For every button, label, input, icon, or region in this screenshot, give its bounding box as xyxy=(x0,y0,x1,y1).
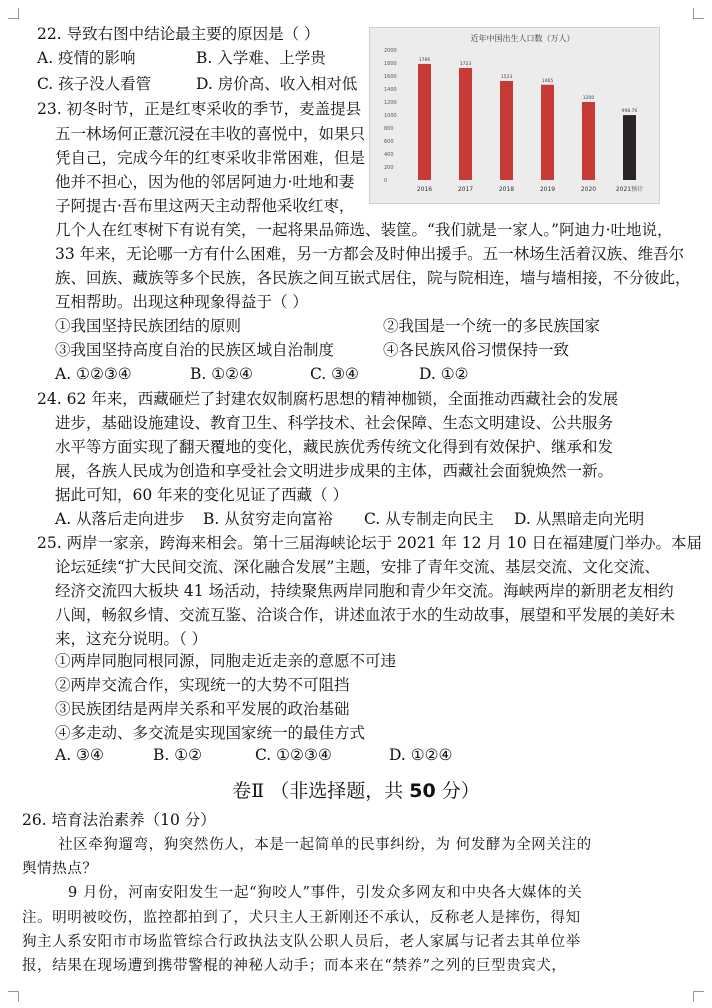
q24-option-d: D. 从黑暗走向光明 xyxy=(514,510,645,528)
q25-item-3: ③民族团结是两岸关系和平发展的政治基础 xyxy=(55,700,350,718)
bar-2018 xyxy=(500,81,513,180)
q25-item-4: ④多走动、多交流是实现国家统一的最佳方式 xyxy=(55,724,366,742)
q26-para1-line1: 社区牵狗遛弯，狗突然伤人，本是一起简单的民事纠纷，为 何发酵为全网关注的 xyxy=(58,837,592,853)
y-tick-label: 1000 xyxy=(384,113,397,119)
bar-value-label: 1723 xyxy=(459,62,472,68)
section-heading-right: 分） xyxy=(435,780,480,802)
bar-value-label: 1465 xyxy=(541,78,554,84)
crop-mark-top-left xyxy=(8,8,19,19)
q24-line-5: 据此可知，60 年来的变化见证了西藏（ ） xyxy=(55,486,349,504)
x-tick-label: 2018 xyxy=(498,186,515,193)
y-tick-label: 1400 xyxy=(384,87,397,93)
q25-line-3: 经济交流四大板块 41 场活动，持续聚焦两岸同胞和青少年交流。海峡两岸的新朋老友相约 xyxy=(55,582,674,600)
bar-value-label: 1200 xyxy=(582,96,595,101)
y-tick-label: 1200 xyxy=(384,100,397,106)
section-heading-left: 卷Ⅱ （非选择题，共 xyxy=(232,780,410,802)
q25-line-5: 来，这充分说明。（ ） xyxy=(55,630,208,648)
chart-title: 近年中国出生人口数（万人） xyxy=(470,34,575,43)
crop-mark-bottom-left xyxy=(8,991,19,1002)
x-tick-label: 2019 xyxy=(539,186,556,193)
q23-option-a: A. ①②③④ xyxy=(55,365,132,383)
q25-option-a: A. ③④ xyxy=(55,746,104,764)
q24-option-c: C. 从专制走向民主 xyxy=(364,510,494,528)
bar-value-label: 1523 xyxy=(500,75,513,81)
q25-option-b: B. ①② xyxy=(153,746,203,764)
q23-line-9: 互相帮助。出现这种现象得益于（ ） xyxy=(55,293,308,311)
q24-option-a: A. 从落后走向进步 xyxy=(55,510,185,528)
q23-option-b: B. ①②④ xyxy=(190,365,253,383)
q25-line-4: 八闽，畅叙乡情、交流互鉴、洽谈合作，讲述血浓于水的生动故事，展望和平发展的美好未 xyxy=(55,606,676,624)
q24-line-4: 展，各族人民成为创造和享受社会文明进步成果的主体，西藏社会面貌焕然一新。 xyxy=(55,462,614,480)
q23-line-1: 23. 初冬时节，正是红枣采收的季节，麦盖提县 xyxy=(37,100,362,118)
q24-line-3: 水平等方面实现了翻天覆地的变化，藏民族优秀传统文化得到有效保护、继承和发 xyxy=(55,438,614,456)
q26-para2-line1: 9 月份，河南安阳发生一起“狗咬人”事件，引发众多网友和中央各大媒体的关 xyxy=(68,885,583,901)
q26-para2-line2: 注。明明被咬伤，监控都拍到了，犬只主人王新刚还不承认，反称老人是摔伤，得知 xyxy=(22,910,581,926)
x-tick-label: 2017 xyxy=(457,186,474,193)
q23-line-5: 子阿提古·吾布里这两天主动帮他采收红枣， xyxy=(55,197,355,215)
q23-line-4: 他并不担心，因为他的邻居阿迪力·吐地和妻 xyxy=(55,173,355,191)
q25-item-1: ①两岸同胞同根同源，同胞走近走亲的意愿不可违 xyxy=(55,652,397,670)
q23-line-7: 33 年来，无论哪一方有什么困难，另一方都会及时伸出援手。五一林场生活着汉族、维吾尔 xyxy=(55,245,685,263)
q23-line-2: 五一林场何正薏沉浸在丰收的喜悦中，如果只 xyxy=(55,125,366,143)
q25-line-1: 25. 两岸一家亲，跨海来相会。第十三届海峡论坛于 2021 年 12 月 10 日在福建厦门举办。本届 xyxy=(37,534,703,552)
q22-option-b: B. 入学难、上学贵 xyxy=(196,49,326,67)
y-tick-label: 800 xyxy=(384,126,394,132)
y-tick-label: 400 xyxy=(384,152,394,158)
q25-line-2: 论坛延续“扩大民间交流、深化融合发展”主题，安排了青年交流、基层交流、文化交流、 xyxy=(55,558,660,576)
q23-item-4: ④各民族风俗习惯保持一致 xyxy=(383,341,570,359)
q23-line-3: 凭自己，完成今年的红枣采收非常困难，但是 xyxy=(55,149,366,167)
crop-mark-top-right xyxy=(693,8,704,19)
q24-option-b: B. 从贫穷走向富裕 xyxy=(203,510,333,528)
bar-2019 xyxy=(541,85,554,180)
q26-title: 26. 培育法治素养（10 分） xyxy=(22,811,216,829)
y-tick-label: 1600 xyxy=(384,74,397,80)
bar-2020 xyxy=(582,102,595,180)
q26-para2-line3: 狗主人系安阳市市场监管综合行政执法支队公职人员后，老人家属与记者去其单位举 xyxy=(22,934,581,950)
bar-2021预计 xyxy=(623,115,636,180)
bar-value-label: 1786 xyxy=(418,57,431,63)
q25-option-d: D. ①②④ xyxy=(389,746,453,764)
bar-value-label: 998.76 xyxy=(621,109,638,115)
q23-item-2: ②我国是一个统一的多民族国家 xyxy=(383,317,601,335)
x-tick-label: 2021预计 xyxy=(615,186,644,193)
y-tick-label: 1800 xyxy=(384,61,397,67)
q22-option-c: C. 孩子没人看管 xyxy=(37,75,152,93)
y-tick-label: 0 xyxy=(384,178,388,184)
birth-population-chart xyxy=(369,27,660,204)
bar-chart-svg xyxy=(370,28,659,203)
q25-option-c: C. ①②③④ xyxy=(255,746,332,764)
q23-item-3: ③我国坚持高度自治的民族区域自治制度 xyxy=(55,341,335,359)
y-tick-label: 600 xyxy=(384,139,394,145)
q23-line-8: 族、回族、藏族等多个民族，各民族之间互嵌式居住，院与院相连，墙与墙相接，不分彼此， xyxy=(55,269,691,287)
x-tick-label: 2020 xyxy=(580,186,597,193)
section-heading xyxy=(0,778,712,804)
q22-stem: 22. 导致右图中结论最主要的原因是（ ） xyxy=(37,25,320,43)
q23-option-d: D. ①② xyxy=(419,365,469,383)
section-heading-score: 50 xyxy=(409,780,436,802)
q26-para2-line4: 报，结果在现场遭到携带警棍的神秘人动手；而本来在“禁养”之列的巨型贵宾犬， xyxy=(22,958,567,974)
crop-mark-bottom-right xyxy=(693,991,704,1002)
bar-2017 xyxy=(459,68,472,180)
q23-line-6: 几个人在红枣树下有说有笑，一起将果品筛选、装筐。“我们就是一家人。”阿迪力·吐地说， xyxy=(55,221,673,239)
q23-option-c: C. ③④ xyxy=(310,365,359,383)
bar-2016 xyxy=(418,64,431,180)
q26-para1-line2: 舆情热点？ xyxy=(22,861,98,877)
y-tick-label: 2000 xyxy=(384,48,397,54)
x-tick-label: 2016 xyxy=(416,186,433,193)
q22-option-d: D. 房价高、收入相对低 xyxy=(196,75,358,93)
q23-item-1: ①我国坚持民族团结的原则 xyxy=(55,317,242,335)
q22-option-a: A. 疫情的影响 xyxy=(37,49,136,67)
q24-line-2: 进步，基础设施建设、教育卫生、科学技术、社会保障、生态文明建设、公共服务 xyxy=(55,414,614,432)
q25-item-2: ②两岸交流合作，实现统一的大势不可阻挡 xyxy=(55,676,350,694)
y-tick-label: 200 xyxy=(384,165,394,171)
q24-line-1: 24. 62 年来，西藏砸烂了封建农奴制腐朽思想的精神枷锁，全面推动西藏社会的发展 xyxy=(37,390,619,408)
